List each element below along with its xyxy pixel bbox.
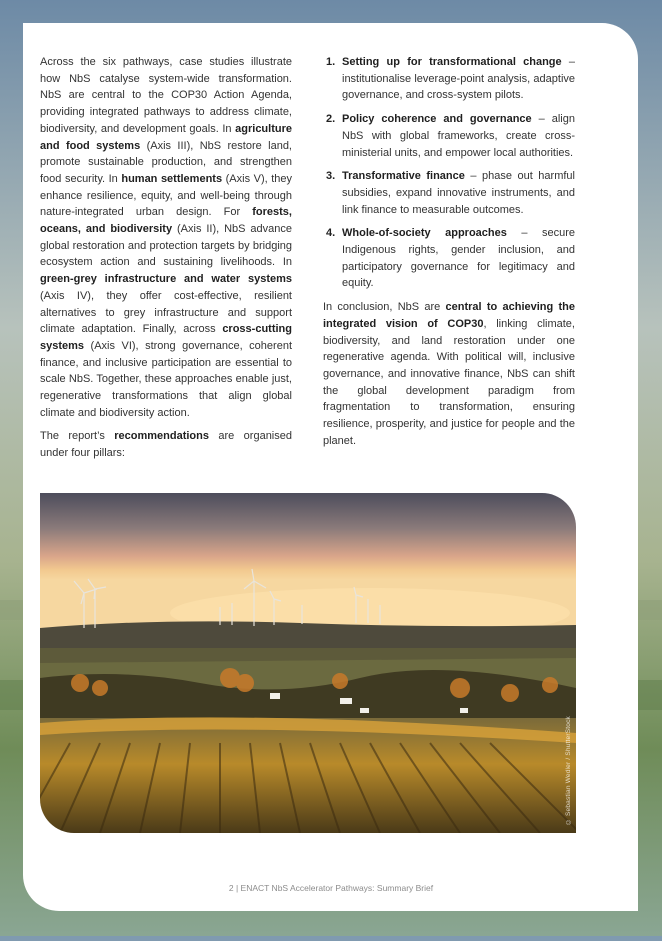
text-run: (Axis V), they enhance resilience, equity, and well-being through nature-integrated urban design. For bbox=[40, 172, 292, 219]
text-run: The report’s bbox=[40, 430, 115, 443]
pillar-item bbox=[323, 225, 575, 292]
text-run: (Axis III), NbS restore land, promote sustainable production, and strengthen food security. In bbox=[40, 139, 292, 185]
pillar-text: – align NbS with global frameworks, create cross-ministerial units, and empower local authorities. bbox=[342, 113, 575, 159]
right-column bbox=[323, 54, 575, 456]
text-run: are organised under four pillars: bbox=[40, 430, 292, 460]
bold-phrase: forests, oceans, and biodiversity bbox=[40, 206, 292, 236]
page-footer: 2 | ENACT NbS Accelerator Pathways: Summary Brief bbox=[228, 883, 434, 893]
vineyard-illustration bbox=[40, 493, 576, 833]
pillar-title: Policy coherence and governance bbox=[342, 113, 532, 126]
pillar-item bbox=[323, 111, 575, 161]
pillar-text: – secure Indigenous rights, gender inclusion, and participatory governance for legitimacy and equity. bbox=[342, 227, 575, 290]
pillar-item bbox=[323, 54, 575, 104]
text-run: (Axis IV), they offer cost-effective, resilient alternatives to grey infrastructure and support climate adaptation. Finally, across bbox=[40, 289, 292, 336]
pillar-number: 4. bbox=[326, 227, 336, 240]
text-run: In conclusion, NbS are bbox=[323, 301, 446, 314]
text-run: , linking climate, biodiversity, and land restoration under one regenerative agenda. With political will, inclusive governance, and innovative finance, NbS can shift the global development paradigm from fragmentation to transformation, ensuring resilience, prosperity, and justice for people and the planet. bbox=[323, 317, 575, 447]
pillar-item bbox=[323, 168, 575, 218]
intro-paragraph bbox=[40, 54, 292, 421]
pillar-text: – phase out harmful subsidies, expand innovative instruments, and link finance to measurable outcomes. bbox=[342, 170, 575, 216]
recommendations-intro bbox=[40, 428, 292, 461]
pillar-number: 3. bbox=[326, 170, 336, 183]
bold-phrase: cross-cutting systems bbox=[40, 323, 292, 352]
left-column bbox=[40, 54, 292, 469]
pillar-title: Whole-of-society approaches bbox=[342, 227, 507, 240]
text-run: (Axis II), NbS advance global restoration and protection targets by bridging ecosystem action and sustaining livelihoods. In bbox=[40, 223, 292, 269]
pillar-number: 2. bbox=[326, 113, 336, 126]
conclusion-paragraph bbox=[323, 299, 575, 449]
bold-phrase: agriculture and food systems bbox=[40, 122, 292, 152]
pillars-list bbox=[323, 54, 575, 292]
bold-phrase: recommendations bbox=[114, 430, 209, 443]
pillar-number: 1. bbox=[326, 56, 336, 68]
bold-phrase: human settlements bbox=[121, 172, 223, 185]
text-run: Across the six pathways, case studies illustrate how NbS catalyse system-wide transformation. NbS are central to the COP30 Action Agenda, providing integrated pathways to address climate, biodiversity, and development goals. In bbox=[40, 56, 292, 135]
pillar-title: Transformative finance bbox=[342, 170, 465, 183]
pillar-title: Setting up for transformational change bbox=[342, 56, 562, 68]
bold-phrase: green-grey infrastructure and water systems bbox=[40, 273, 292, 286]
photo-credit: © Sebastian Wedler / ShutterStock bbox=[565, 715, 572, 825]
text-run: (Axis VI), strong governance, coherent finance, and inclusive participation are essential to scale NbS. Together, these approaches enable just, regenerative transformations that align global climate and biodiversity action. bbox=[40, 339, 292, 419]
pillar-text: – institutionalise leverage-point analysis, adaptive governance, and cross-system pilots. bbox=[342, 56, 575, 102]
bold-phrase: central to achieving the integrated vision of COP30 bbox=[323, 301, 575, 330]
vineyard-photo bbox=[40, 493, 576, 833]
